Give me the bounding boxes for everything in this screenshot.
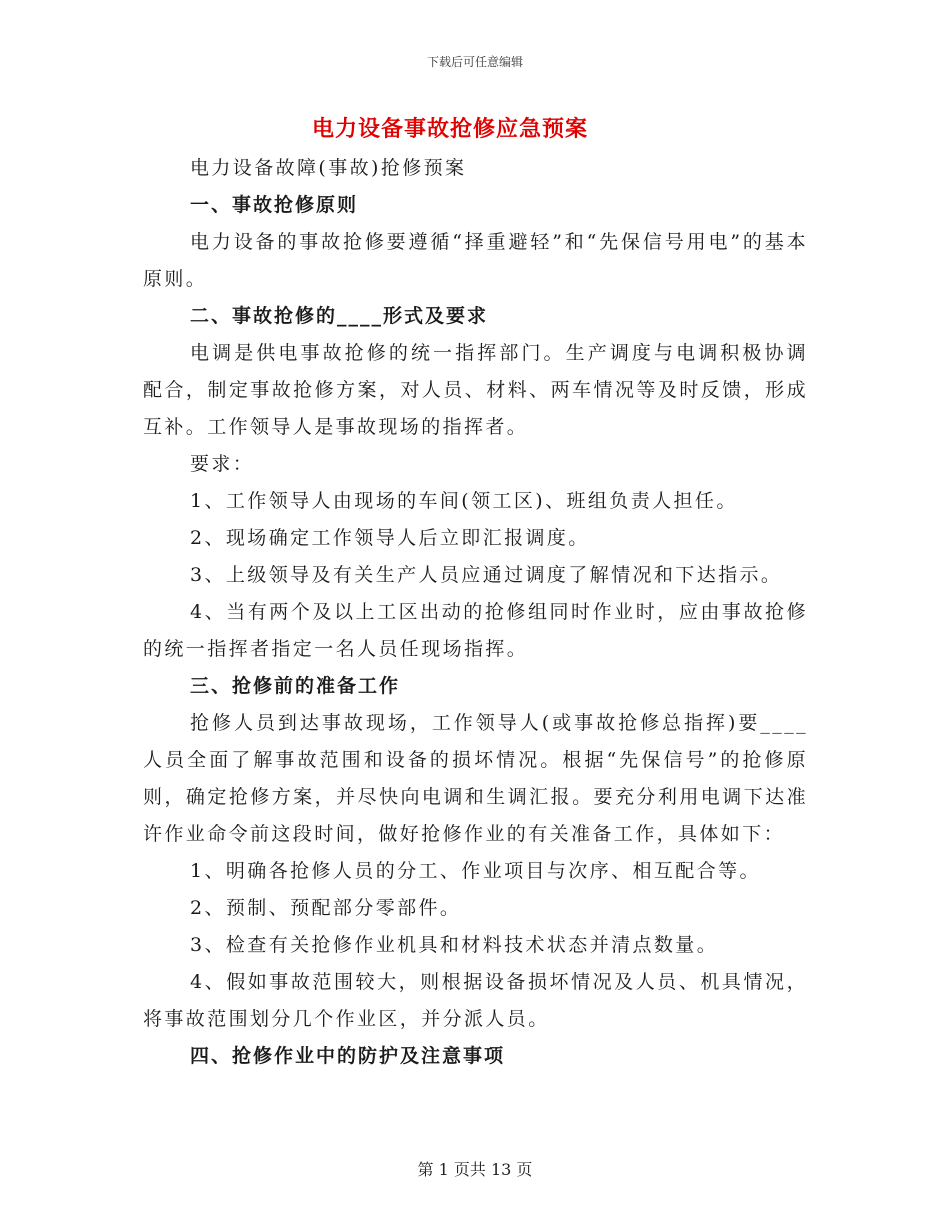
document-body	[143, 150, 808, 1075]
paragraph: 电力设备的事故抢修要遵循“择重避轻”和“先保信号用电”的基本原则。	[143, 231, 808, 290]
paragraph: 电调是供电事故抢修的统一指挥部门。生产调度与电调积极协调配合，制定事故抢修方案，对人员、材料、两车情况等及时反馈，形成互补。工作领导人是事故现场的指挥者。	[143, 342, 808, 438]
section-heading: 三、抢修前的准备工作	[190, 675, 401, 697]
paragraph-subtitle: 电力设备故障(事故)抢修预案	[190, 157, 467, 179]
list-item: 2、现场确定工作领导人后立即汇报调度。	[190, 527, 590, 549]
list-item: 2、预制、预配部分零部件。	[190, 897, 462, 919]
list-item: 4、假如事故范围较大，则根据设备损坏情况及人员、机具情况，将事故范围划分几个作业区，并分派人员。	[143, 971, 808, 1030]
list-item: 3、检查有关抢修作业机具和材料技术状态并清点数量。	[190, 934, 719, 956]
section-heading: 四、抢修作业中的防护及注意事项	[190, 1045, 506, 1067]
section-heading: 二、事故抢修的____形式及要求	[190, 305, 489, 327]
section-heading: 一、事故抢修原则	[190, 194, 359, 216]
list-item: 4、当有两个及以上工区出动的抢修组同时作业时，应由事故抢修的统一指挥者指定一名人员任现场指挥。	[143, 601, 808, 660]
page-footer: 第 1 页共 13 页	[417, 1160, 533, 1179]
list-item: 1、工作领导人由现场的车间(领工区)、班组负责人担任。	[190, 490, 738, 512]
list-item: 3、上级领导及有关生产人员应通过调度了解情况和下达指示。	[190, 564, 783, 586]
paragraph: 抢修人员到达事故现场，工作领导人(或事故抢修总指挥)要____人员全面了解事故范围和设备的损坏情况。根据“先保信号”的抢修原则，确定抢修方案，并尽快向电调和生调汇报。要充分利用电调下达准许作业命令前这段时间，做好抢修作业的有关准备工作，具体如下：	[143, 712, 808, 845]
header-note: 下载后可任意编辑	[426, 55, 523, 69]
list-item: 1、明确各抢修人员的分工、作业项目与次序、相互配合等。	[190, 860, 761, 882]
document-title: 电力设备事故抢修应急预案	[311, 116, 588, 142]
paragraph: 要求：	[190, 453, 255, 475]
